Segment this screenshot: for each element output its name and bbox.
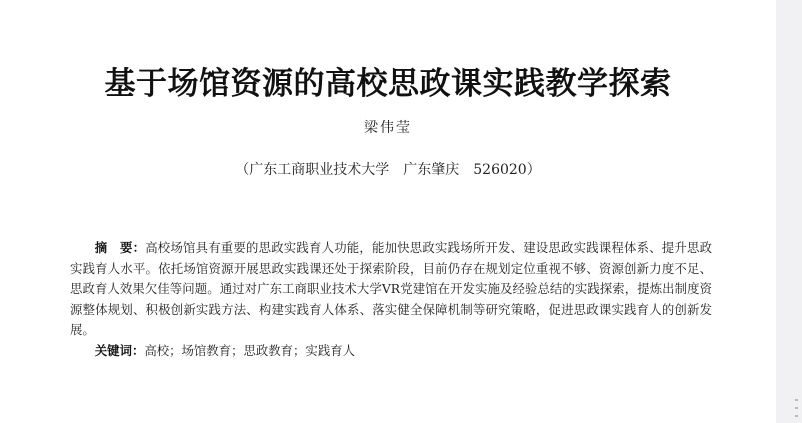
keywords-text: 高校；场馆教育；思政教育；实践育人: [144, 342, 355, 358]
author-affiliation: （广东工商职业技术大学 广东肇庆 526020）: [235, 162, 541, 178]
paper-title: 基于场馆资源的高校思政课实践教学探索: [104, 66, 672, 102]
abstract-text: 高校场馆具有重要的思政实践育人功能，能加快思政实践场所开发、建设思政实践课程体系、提升思政实践育人水平。依托场馆资源开展思政实践课还处于探索阶段，目前仍存在规划定位重视不够、资源创新力度不足、思政育人效果欠佳等问题。通过对广东工商职业技术大学VR党建馆在开发实施及经验总结的实践探索，提炼出制度资源整体规划、积极创新实践方法、构建实践育人体系、落实健全保障机制等研究策略，促进思政课实践育人的创新发展。: [70, 240, 713, 337]
abstract-paragraph: [70, 238, 712, 341]
keywords-label: 关键词：: [94, 342, 145, 358]
scroll-indicator: [795, 393, 799, 417]
viewer-scrollbar-gutter[interactable]: [776, 0, 802, 423]
keywords-line: [70, 341, 712, 362]
abstract-label: 摘 要：: [94, 240, 146, 255]
paper-author: 梁伟莹: [364, 120, 412, 136]
abstract-section: [70, 238, 712, 361]
